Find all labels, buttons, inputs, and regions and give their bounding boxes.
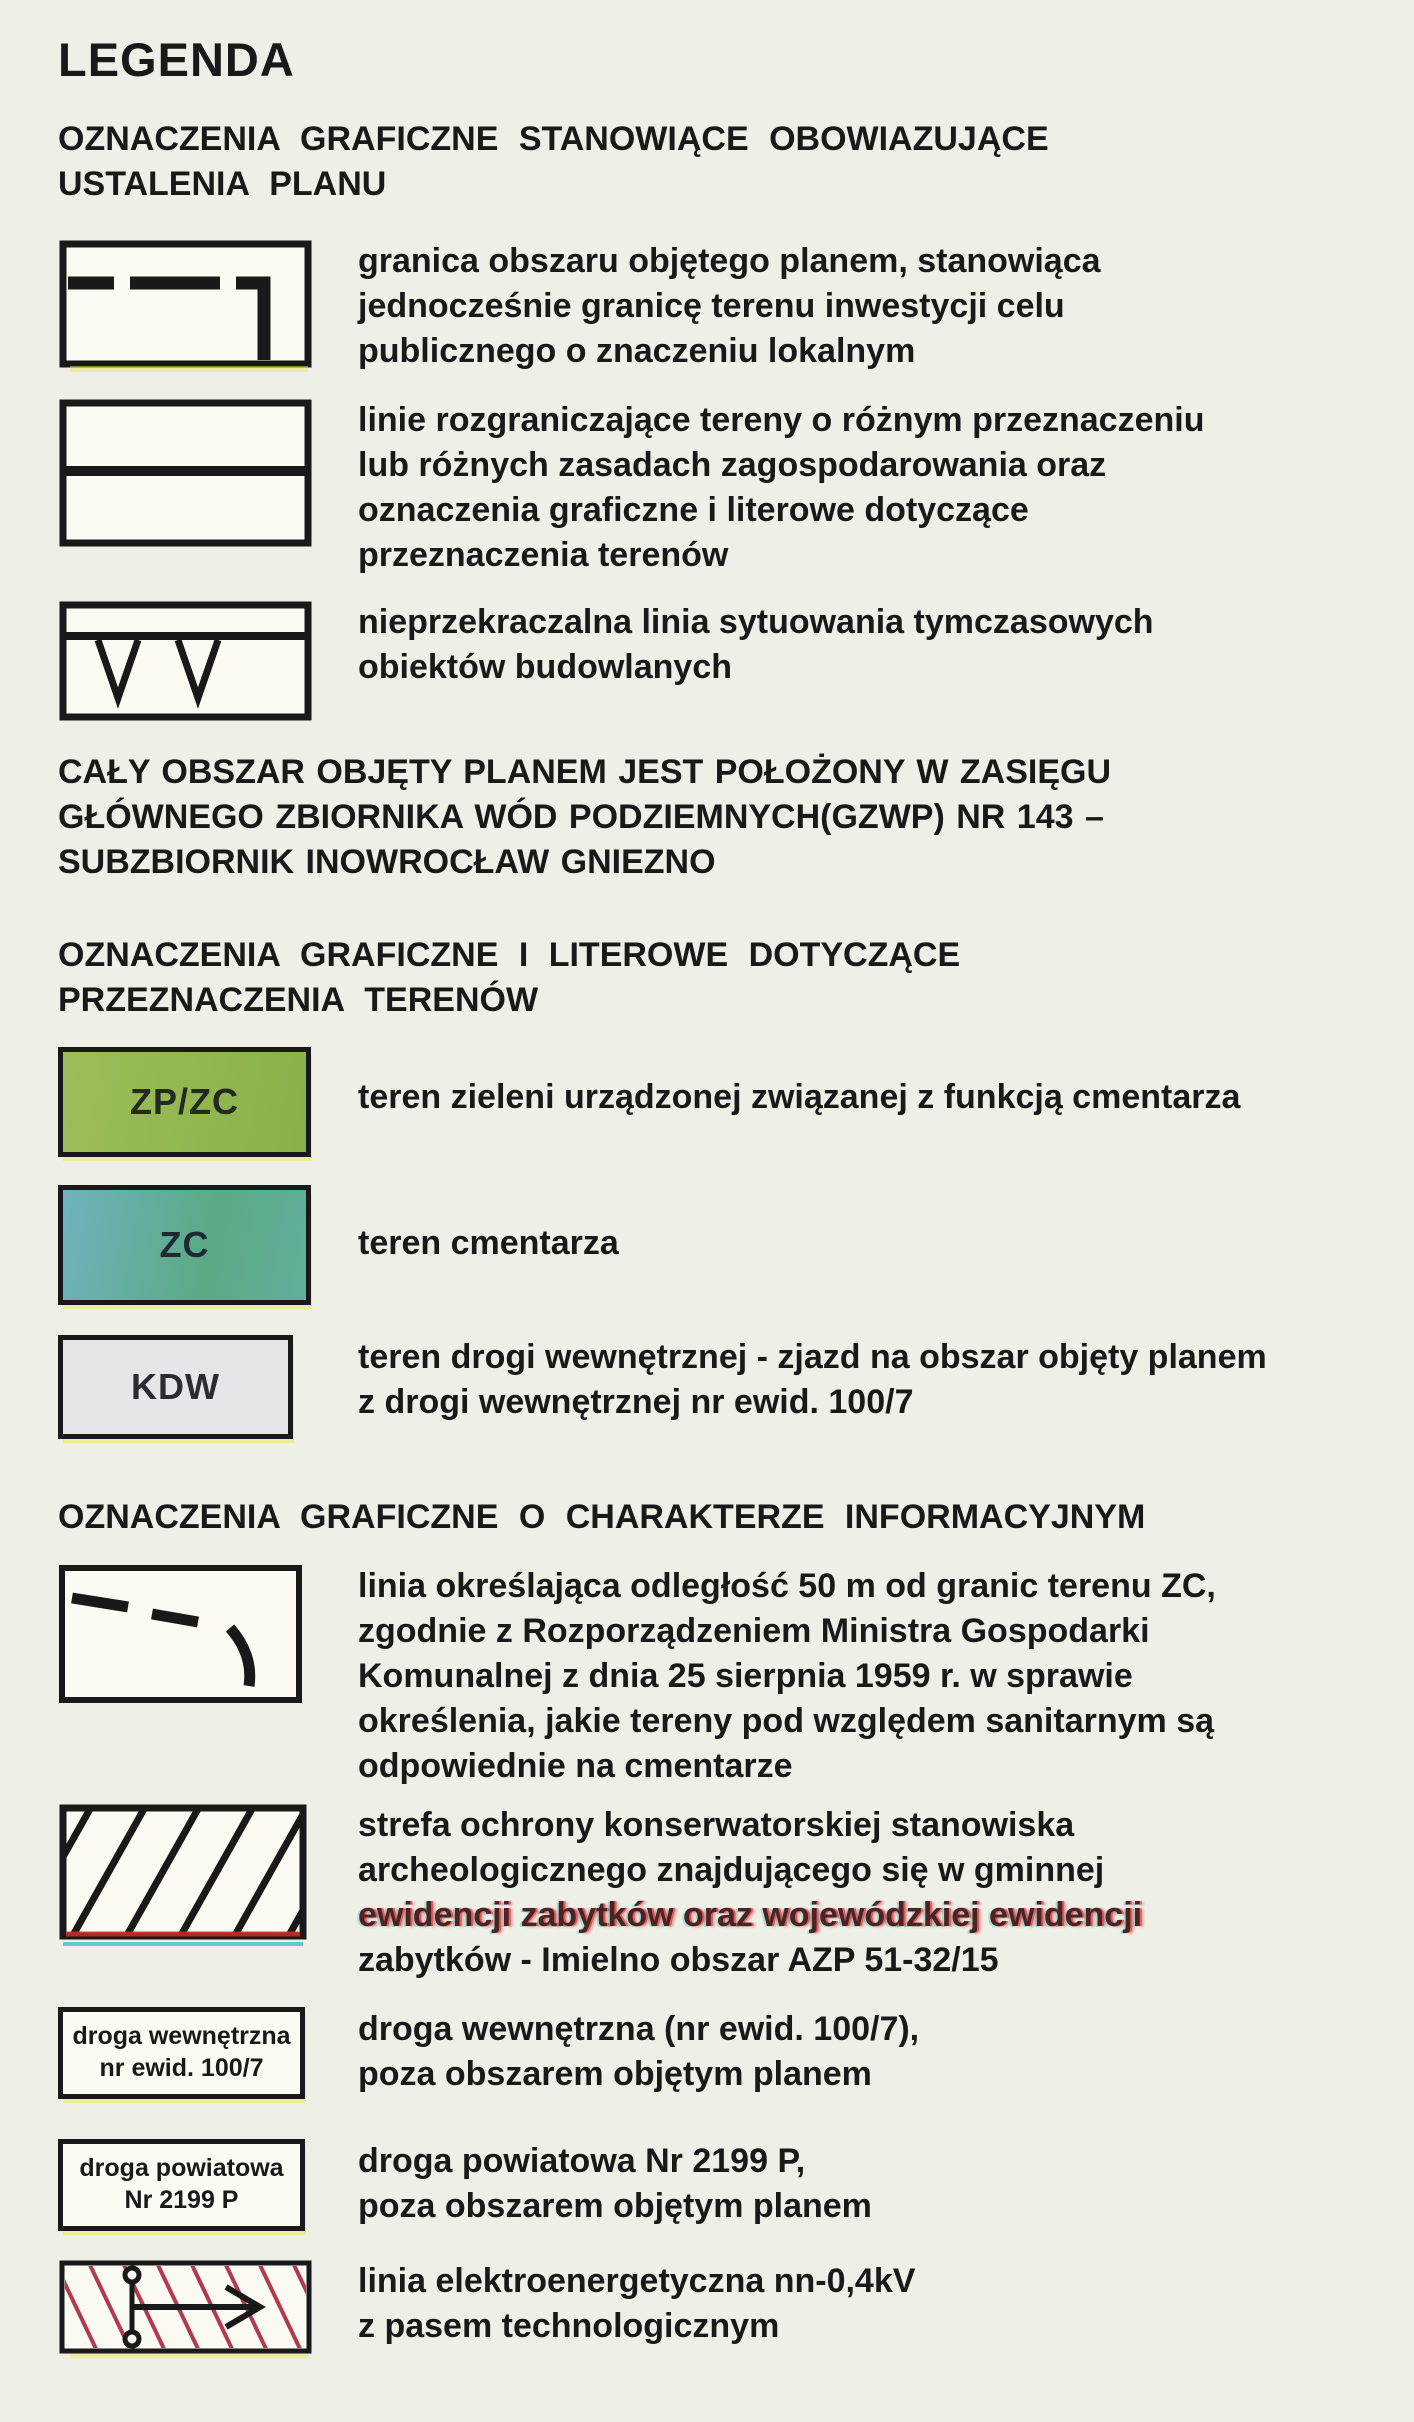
description-line: linie rozgraniczające tereny o różnym przeznaczeniu bbox=[358, 401, 1205, 439]
symbol-cell bbox=[58, 1047, 358, 1157]
heading-line: PRZEZNACZENIA TERENÓW bbox=[58, 981, 539, 1019]
item-description bbox=[358, 1335, 1267, 1425]
legend-item-zpzc bbox=[58, 1047, 1386, 1157]
power-line-symbol bbox=[58, 2259, 313, 2359]
symbol-cell bbox=[58, 2259, 358, 2364]
heading-line: OZNACZENIA GRAFICZNE O CHARAKTERZE INFORMACYJNYM bbox=[58, 1498, 1146, 1536]
description-line: odpowiednie na cmentarze bbox=[358, 1747, 793, 1785]
description-line: zabytków - Imielno obszar AZP 51-32/15 bbox=[358, 1941, 999, 1979]
zc-swatch bbox=[58, 1185, 311, 1305]
description-line: określenia, jakie tereny pod względem sanitarnym są bbox=[358, 1702, 1215, 1740]
item-description bbox=[358, 2139, 872, 2229]
item-description bbox=[358, 1564, 1216, 1789]
description-line: granica obszaru objętego planem, stanowiąca bbox=[358, 242, 1101, 280]
item-description bbox=[358, 2007, 919, 2097]
legend-item-archaeological-zone bbox=[58, 1803, 1386, 1983]
symbol-cell bbox=[58, 398, 358, 553]
description-line: linia określająca odległość 50 m od granic terenu ZC, bbox=[358, 1567, 1216, 1605]
description-line-color-artifact: ewidencji zabytków oraz wojewódzkiej ewidencji bbox=[358, 1896, 1143, 1934]
distance-50m-line-symbol bbox=[58, 1564, 303, 1704]
legend-item-50m-line bbox=[58, 1564, 1386, 1789]
note-line: GŁÓWNEGO ZBIORNIKA WÓD PODZIEMNYCH(GZWP) NR 143 – bbox=[58, 798, 1104, 836]
description-line: poza obszarem objętym planem bbox=[358, 2055, 872, 2093]
label-box-line: nr ewid. 100/7 bbox=[99, 2054, 264, 2082]
item-description bbox=[358, 398, 1204, 578]
description-line: Komunalnej z dnia 25 sierpnia 1959 r. w sprawie bbox=[358, 1657, 1133, 1695]
description-line: obiektów budowlanych bbox=[358, 648, 733, 686]
description-line: oznaczenia graficzne i literowe dotyczące bbox=[358, 491, 1029, 529]
symbol-cell bbox=[58, 1564, 358, 1709]
item-description bbox=[358, 2259, 915, 2349]
symbol-cell bbox=[58, 1185, 358, 1305]
description-line: lub różnych zasadach zagospodarowania oraz bbox=[358, 446, 1107, 484]
item-description bbox=[358, 1185, 619, 1266]
item-description bbox=[358, 239, 1101, 374]
symbol-cell bbox=[58, 1335, 358, 1439]
description-line: zgodnie z Rozporządzeniem Ministra Gospodarki bbox=[358, 1612, 1150, 1650]
description-line: przeznaczenia terenów bbox=[358, 536, 729, 574]
description-line: z pasem technologicznym bbox=[358, 2307, 780, 2345]
symbol-cell bbox=[58, 239, 358, 378]
item-description bbox=[358, 1047, 1240, 1120]
note-line: SUBZBIORNIK INOWROCŁAW GNIEZNO bbox=[58, 843, 716, 881]
description-line: poza obszarem objętym planem bbox=[358, 2187, 872, 2225]
temporary-objects-line-symbol bbox=[58, 600, 313, 722]
county-road-label-box bbox=[58, 2139, 305, 2231]
description-line: teren zieleni urządzonej związanej z funkcją cmentarza bbox=[358, 1078, 1241, 1116]
heading-line: OZNACZENIA GRAFICZNE I LITEROWE DOTYCZĄCE bbox=[58, 936, 961, 974]
note-line: CAŁY OBSZAR OBJĘTY PLANEM JEST POŁOŻONY W ZASIĘGU bbox=[58, 753, 1112, 791]
legend-item-county-road bbox=[58, 2139, 1386, 2231]
zc-swatch-label: ZC bbox=[159, 1224, 210, 1265]
legend-item-power-line bbox=[58, 2259, 1386, 2364]
page-title: LEGENDA bbox=[58, 33, 295, 86]
item-description bbox=[358, 1803, 1142, 1983]
label-box-line: droga powiatowa bbox=[79, 2154, 284, 2182]
description-line: archeologicznego znajdującego się w gminnej bbox=[358, 1851, 1105, 1889]
description-line: strefa ochrony konserwatorskiej stanowiska bbox=[358, 1806, 1075, 1844]
symbol-cell bbox=[58, 1803, 358, 1954]
description-line: linia elektroenergetyczna nn-0,4kV bbox=[358, 2262, 916, 2300]
description-line: teren drogi wewnętrznej - zjazd na obszar objęty planem bbox=[358, 1338, 1267, 1376]
description-line: droga wewnętrzna (nr ewid. 100/7), bbox=[358, 2010, 920, 2048]
section-heading-obowiazujace bbox=[58, 117, 1386, 207]
heading-line: USTALENIA PLANU bbox=[58, 165, 387, 203]
legend-item-separating-lines bbox=[58, 398, 1386, 578]
kdw-swatch-label: KDW bbox=[131, 1366, 220, 1407]
description-line: jednocześnie granicę terenu inwestycji celu bbox=[358, 287, 1065, 325]
description-line: teren cmentarza bbox=[358, 1224, 619, 1262]
legend-item-plan-boundary bbox=[58, 239, 1386, 378]
plan-boundary-symbol bbox=[58, 239, 313, 373]
section-heading-przeznaczenie bbox=[58, 933, 1386, 1023]
separating-lines-symbol bbox=[58, 398, 313, 548]
kdw-swatch bbox=[58, 1335, 293, 1439]
item-description bbox=[358, 600, 1154, 690]
symbol-cell bbox=[58, 600, 358, 727]
description-line: z drogi wewnętrznej nr ewid. 100/7 bbox=[358, 1383, 914, 1421]
legend-item-zc bbox=[58, 1185, 1386, 1305]
gzwp-note bbox=[58, 750, 1386, 885]
description-line: droga powiatowa Nr 2199 P, bbox=[358, 2142, 806, 2180]
internal-road-label-box bbox=[58, 2007, 305, 2099]
zpzc-swatch bbox=[58, 1047, 311, 1157]
archaeological-zone-hatch-symbol bbox=[58, 1803, 308, 1949]
label-box-line: droga wewnętrzna bbox=[72, 2022, 291, 2050]
heading-line: OZNACZENIA GRAFICZNE STANOWIĄCE OBOWIAZUJĄCE bbox=[58, 120, 1049, 158]
symbol-cell bbox=[58, 2007, 358, 2099]
description-line: nieprzekraczalna linia sytuowania tymczasowych bbox=[358, 603, 1154, 641]
symbol-cell bbox=[58, 2139, 358, 2231]
legend-item-internal-road bbox=[58, 2007, 1386, 2099]
description-line: publicznego o znaczeniu lokalnym bbox=[358, 332, 916, 370]
legend-item-temporary-objects-line bbox=[58, 600, 1386, 727]
zpzc-swatch-label: ZP/ZC bbox=[130, 1081, 239, 1122]
label-box-line: Nr 2199 P bbox=[124, 2186, 239, 2214]
section-heading-informacyjne bbox=[58, 1495, 1386, 1540]
legend-item-kdw bbox=[58, 1335, 1386, 1439]
